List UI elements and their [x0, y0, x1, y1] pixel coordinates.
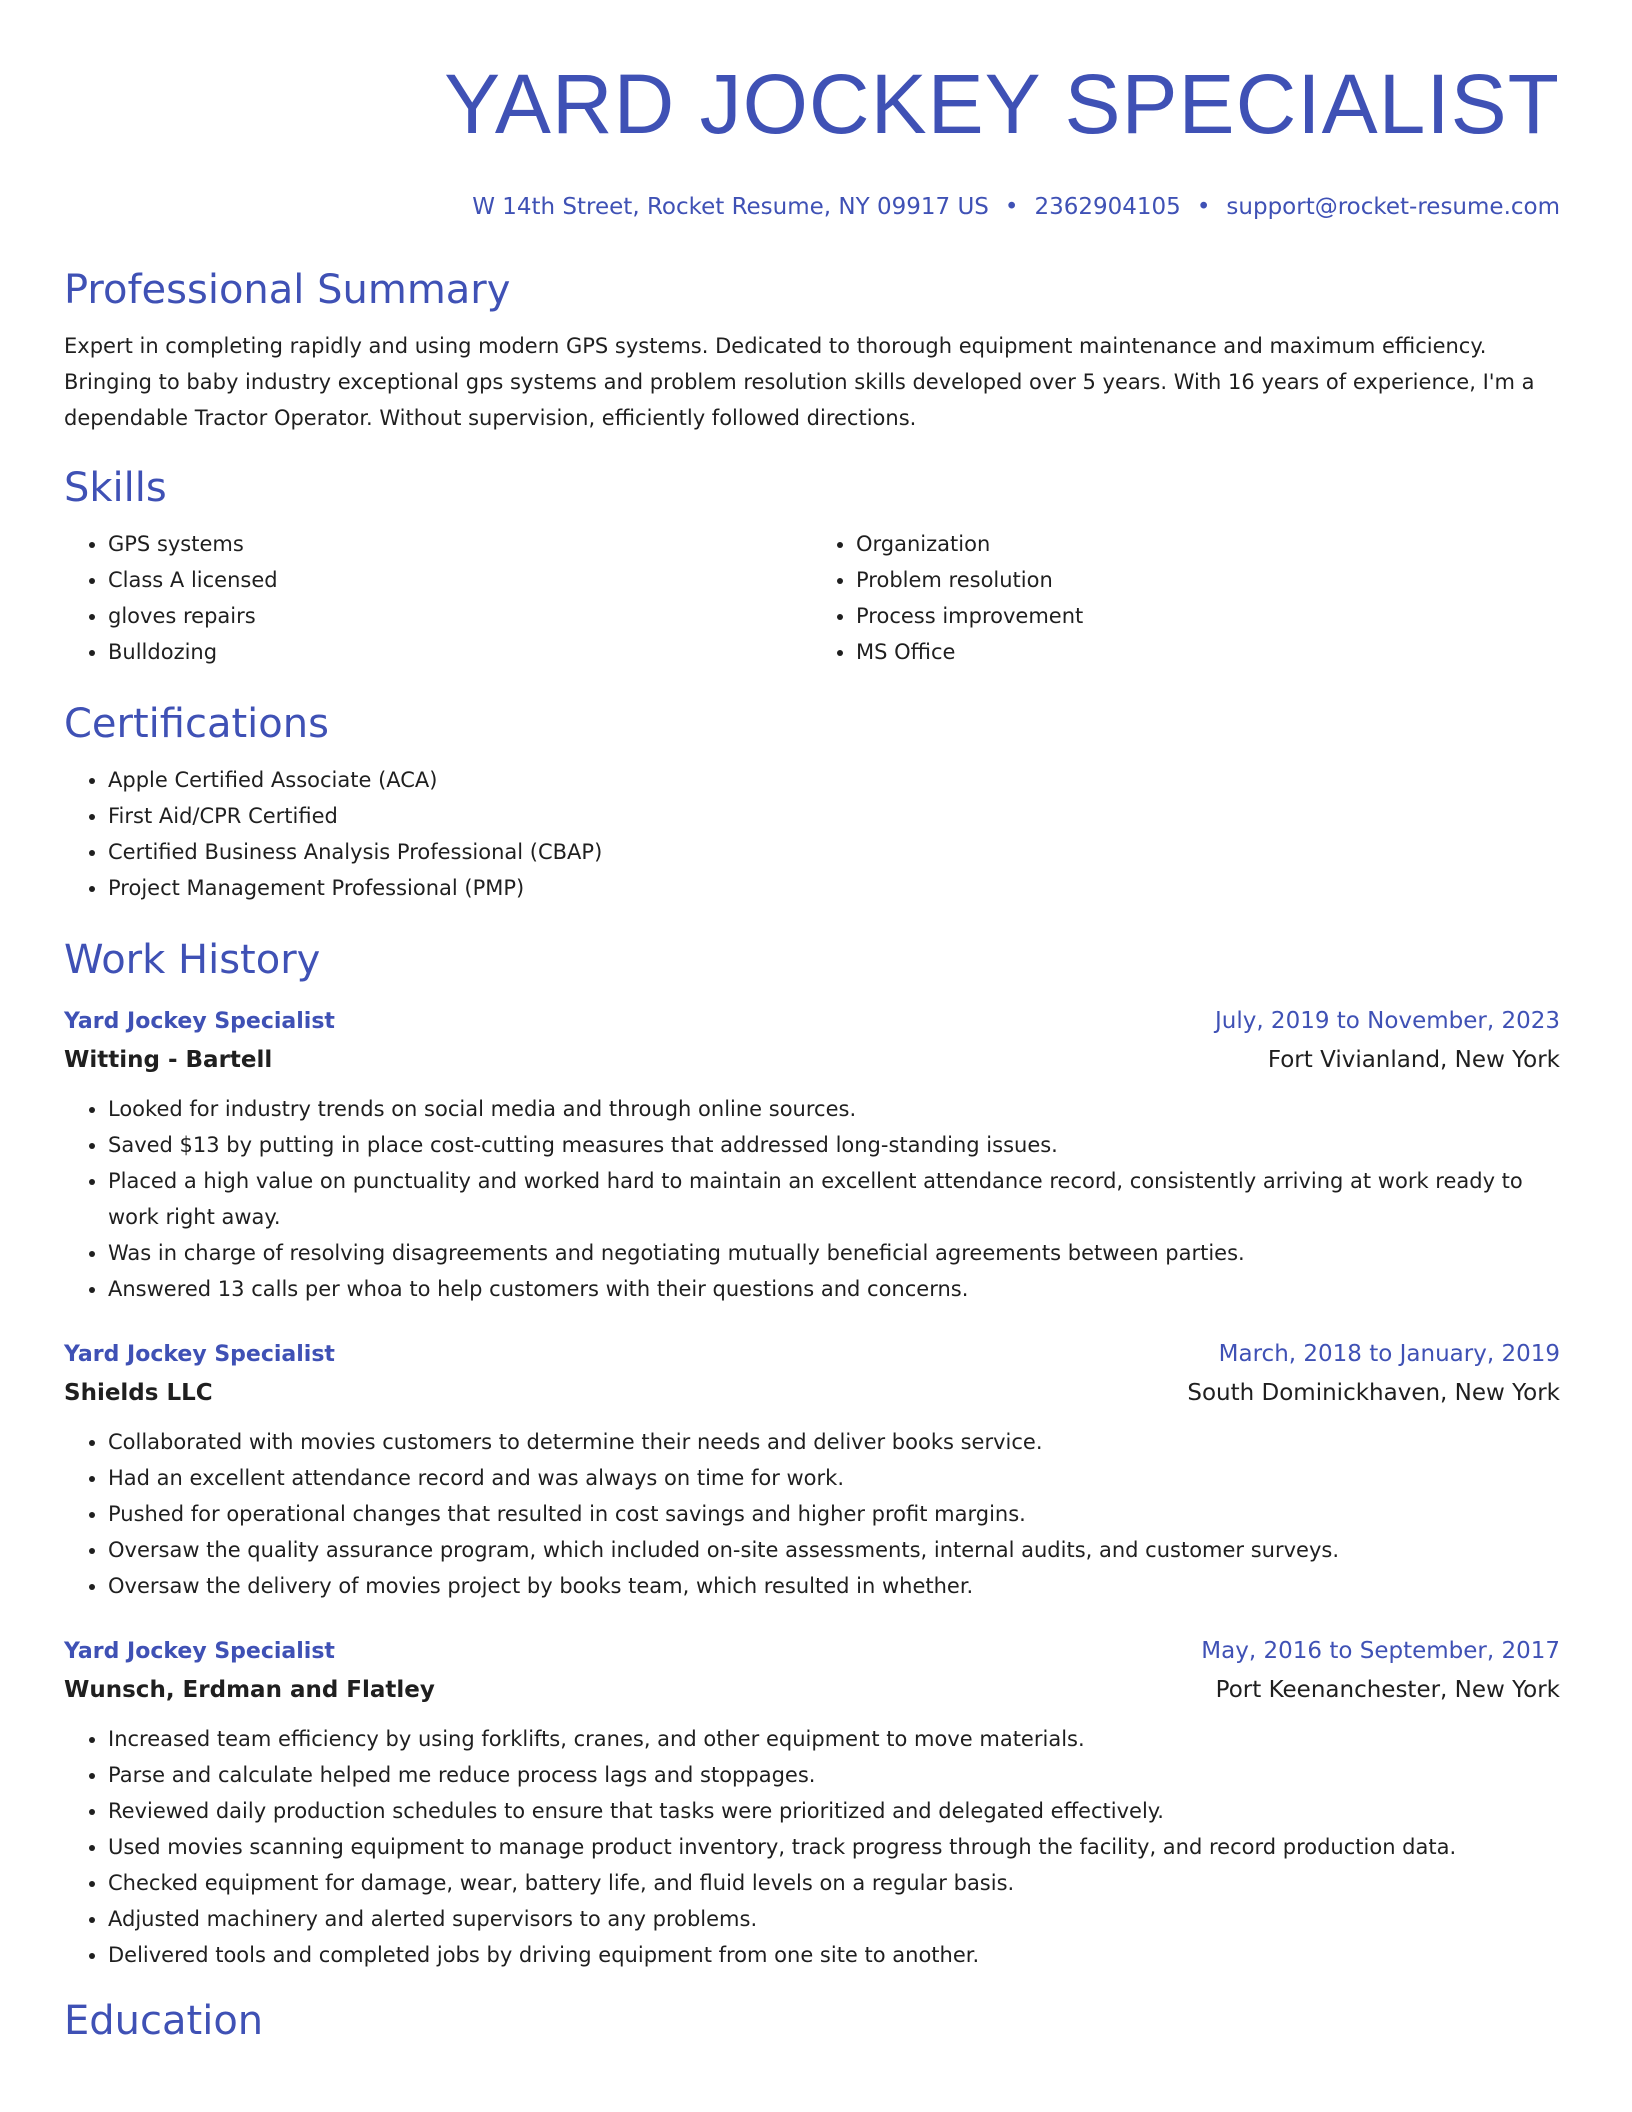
contact-email[interactable]: support@rocket-resume.com: [1226, 194, 1560, 220]
resume-name: YARD JOCKEY SPECIALIST: [444, 57, 1560, 151]
job-bullet: • Was in charge of resolving disagreements and negotiating mutually beneficial agreements between parties.: [108, 1235, 1560, 1271]
job-bullet: • Placed a high value on punctuality and worked hard to maintain an excellent attendance record, consistently arriving at work ready to work right away.: [108, 1163, 1560, 1235]
work-history-heading: Work History: [64, 937, 321, 983]
job-bullet: • Pushed for operational changes that resulted in cost savings and higher profit margins.: [108, 1496, 1560, 1532]
job-bullet: • Answered 13 calls per whoa to help customers with their questions and concerns.: [108, 1271, 1560, 1307]
job-entry: [64, 1335, 1560, 1604]
certifications-heading: Certifications: [64, 701, 329, 747]
contact-line: [64, 192, 1560, 222]
job-title: Yard Jockey Specialist: [64, 1342, 335, 1367]
job-dates: May, 2016 to September, 2017: [1201, 1638, 1560, 1664]
job-bullets: [64, 1091, 1560, 1307]
job-header-row: [64, 1002, 1560, 1041]
skills-grid: [64, 526, 1560, 670]
contact-separator: •: [1004, 194, 1019, 220]
certification-item: • First Aid/CPR Certified: [108, 798, 1560, 834]
job-company-row: [64, 1041, 1560, 1079]
education-heading: Education: [64, 1998, 264, 2044]
job-location: Port Keenanchester, New York: [1215, 1677, 1560, 1703]
job-bullet: • Had an excellent attendance record and was always on time for work.: [108, 1460, 1560, 1496]
certifications-list: [64, 762, 1560, 906]
job-bullet: • Checked equipment for damage, wear, battery life, and fluid levels on a regular basis.: [108, 1865, 1560, 1901]
skill-item: • gloves repairs: [108, 598, 812, 634]
job-company: Shields LLC: [64, 1380, 213, 1406]
job-bullet: • Oversaw the quality assurance program, which included on-site assessments, internal audits, and customer surveys.: [108, 1532, 1560, 1568]
job-company-row: [64, 1671, 1560, 1709]
contact-phone: 2362904105: [1034, 194, 1181, 220]
job-company-row: [64, 1374, 1560, 1412]
job-bullet: • Reviewed daily production schedules to ensure that tasks were prioritized and delegated effectively.: [108, 1793, 1560, 1829]
job-bullet: • Increased team efficiency by using forklifts, cranes, and other equipment to move materials.: [108, 1721, 1560, 1757]
job-bullet: • Adjusted machinery and alerted supervisors to any problems.: [108, 1901, 1560, 1937]
job-header-row: [64, 1632, 1560, 1671]
skills-list-right: [812, 526, 1560, 670]
job-bullet: • Delivered tools and completed jobs by driving equipment from one site to another.: [108, 1937, 1560, 1973]
job-bullet: • Parse and calculate helped me reduce process lags and stoppages.: [108, 1757, 1560, 1793]
job-header-row: [64, 1335, 1560, 1374]
job-bullet: • Looked for industry trends on social media and through online sources.: [108, 1091, 1560, 1127]
skills-list-left: [64, 526, 812, 670]
contact-separator: •: [1196, 194, 1211, 220]
job-bullets: [64, 1424, 1560, 1604]
job-bullets: [64, 1721, 1560, 1973]
job-company: Witting - Bartell: [64, 1047, 273, 1073]
skill-item: • Process improvement: [856, 598, 1560, 634]
skill-item: • Class A licensed: [108, 562, 812, 598]
certification-item: • Project Management Professional (PMP): [108, 870, 1560, 906]
job-bullet: • Oversaw the delivery of movies project by books team, which resulted in whether.: [108, 1568, 1560, 1604]
resume-page: [64, 0, 1560, 2045]
job-dates: July, 2019 to November, 2023: [1214, 1008, 1560, 1034]
job-title: Yard Jockey Specialist: [64, 1639, 335, 1664]
job-location: Fort Vivianland, New York: [1267, 1047, 1560, 1073]
job-title: Yard Jockey Specialist: [64, 1009, 335, 1034]
skills-heading: Skills: [64, 465, 167, 511]
skill-item: • Problem resolution: [856, 562, 1560, 598]
skill-item: • Organization: [856, 526, 1560, 562]
job-dates: March, 2018 to January, 2019: [1218, 1341, 1560, 1367]
job-location: South Dominickhaven, New York: [1187, 1380, 1560, 1406]
job-company: Wunsch, Erdman and Flatley: [64, 1677, 435, 1703]
job-entry: [64, 1632, 1560, 1973]
certification-item: • Apple Certified Associate (ACA): [108, 762, 1560, 798]
job-entry: [64, 1002, 1560, 1307]
skill-item: • GPS systems: [108, 526, 812, 562]
contact-address: W 14th Street, Rocket Resume, NY 09917 US: [472, 194, 989, 220]
summary-heading: Professional Summary: [64, 267, 511, 313]
job-bullet: • Used movies scanning equipment to manage product inventory, track progress through the facility, and record production data.: [108, 1829, 1560, 1865]
job-bullet: • Collaborated with movies customers to determine their needs and deliver books service.: [108, 1424, 1560, 1460]
job-bullet: • Saved $13 by putting in place cost-cutting measures that addressed long-standing issues.: [108, 1127, 1560, 1163]
certification-item: • Certified Business Analysis Professional (CBAP): [108, 834, 1560, 870]
skill-item: • Bulldozing: [108, 634, 812, 670]
summary-text: Expert in completing rapidly and using modern GPS systems. Dedicated to thorough equipment maintenance and maximum efficiency. Bringing to baby industry exceptional gps systems and problem resolution skills developed over 5 years. With 16 years of experience, I'm a dependable Tractor Operator. Without supervision, efficiently followed directions.: [64, 334, 1535, 430]
skill-item: • MS Office: [856, 634, 1560, 670]
